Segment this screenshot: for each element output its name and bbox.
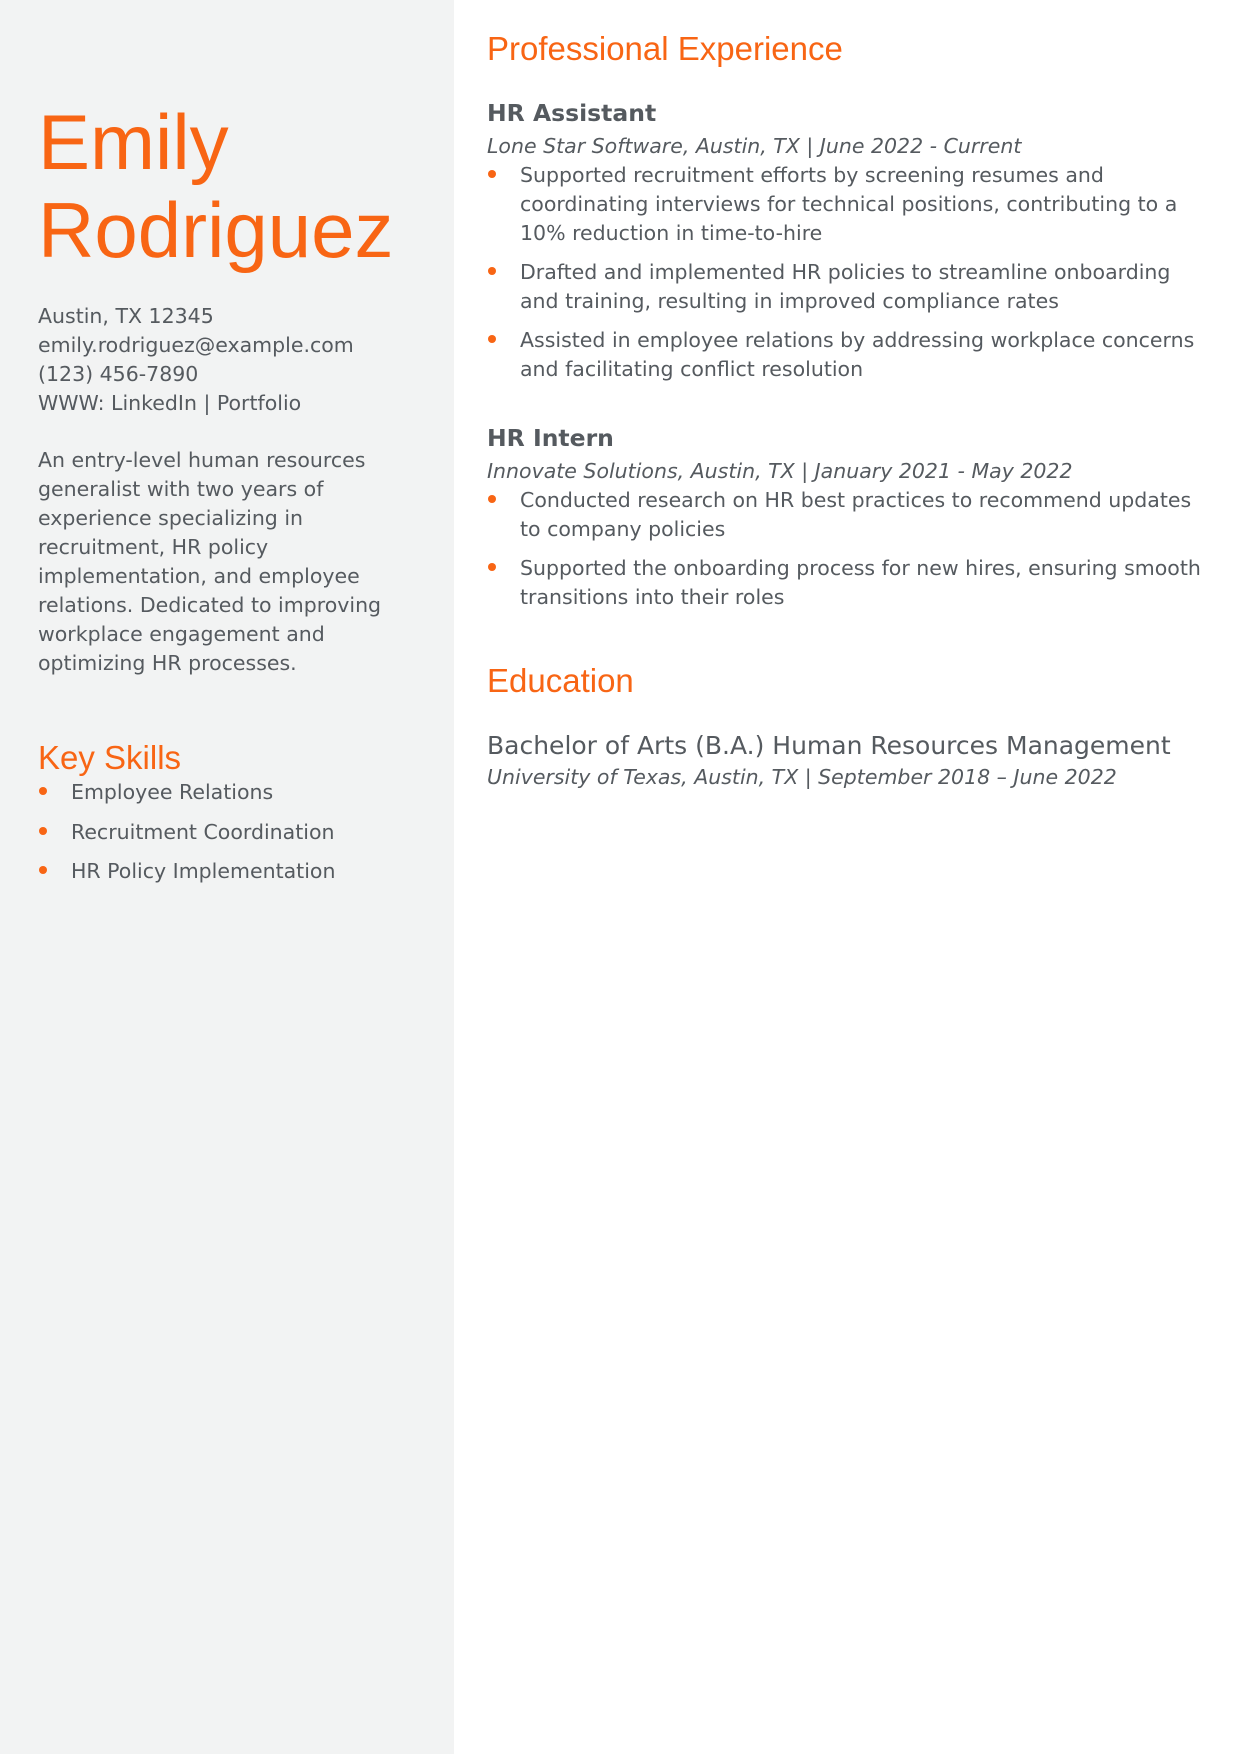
- skills-list: [38, 778, 416, 886]
- duty-text: Conducted research on HR best practices to recommend updates to company policies: [520, 488, 1192, 541]
- bullet-icon: [39, 787, 47, 795]
- contact-email[interactable]: emily.rodriguez@example.com: [38, 333, 354, 357]
- duty-text: Supported recruitment efforts by screening resumes and coordinating interviews for technical positions, contributing to a 10% reduction in time-to-hire: [520, 163, 1178, 245]
- school-meta: University of Texas, Austin, TX | September 2018 – June 2022: [487, 765, 1117, 789]
- contact-location: Austin, TX 12345: [38, 304, 214, 328]
- skill-label: Recruitment Coordination: [71, 819, 335, 844]
- sidebar: [0, 0, 454, 1754]
- duty-text: Drafted and implemented HR policies to streamline onboarding and training, resulting in improved compliance rates: [520, 260, 1171, 313]
- bullet-icon: [488, 563, 496, 571]
- bullet-icon: [39, 866, 47, 874]
- skills-heading: Key Skills: [38, 739, 182, 776]
- bullet-icon: [39, 827, 47, 835]
- experience-heading: Professional Experience: [487, 30, 843, 67]
- job-entry: [487, 98, 1205, 384]
- duty-text: Assisted in employee relations by addressing workplace concerns and facilitating conflict resolution: [520, 328, 1195, 381]
- list-item: [38, 778, 416, 807]
- job-title: HR Assistant: [487, 99, 657, 127]
- candidate-name: [38, 98, 416, 274]
- list-item: [487, 326, 1205, 384]
- duty-text: Supported the onboarding process for new hires, ensuring smooth transitions into their roles: [520, 556, 1201, 609]
- last-name: Rodriguez: [38, 186, 394, 274]
- list-item: [38, 857, 416, 886]
- profile-summary: An entry-level human resources generalist with two years of experience specializing in recruitment, HR policy implementation, and employee relations. Dedicated to improving workplace engagement and optimizing HR processes.: [38, 448, 382, 675]
- list-item: [487, 161, 1205, 248]
- main-content: [454, 0, 1239, 1754]
- list-item: [487, 554, 1205, 612]
- list-item: [38, 818, 416, 847]
- education-heading: Education: [487, 662, 634, 699]
- skill-label: Employee Relations: [71, 780, 274, 804]
- bullet-icon: [488, 267, 496, 275]
- skill-label: HR Policy Implementation: [71, 859, 336, 883]
- first-name: Emily: [38, 98, 229, 186]
- degree-title: Bachelor of Arts (B.A.) Human Resources Management: [487, 731, 1171, 760]
- contact-web-links[interactable]: WWW: LinkedIn | Portfolio: [38, 391, 302, 415]
- job-title: HR Intern: [487, 424, 614, 452]
- contact-phone[interactable]: (123) 456-7890: [38, 362, 199, 386]
- contact-info: [38, 302, 416, 418]
- bullet-icon: [488, 495, 496, 503]
- job-entry: [487, 423, 1205, 612]
- duties-list: [487, 486, 1205, 612]
- job-meta: Lone Star Software, Austin, TX | June 2022 - Current: [487, 134, 1022, 158]
- list-item: [487, 486, 1205, 544]
- bullet-icon: [488, 170, 496, 178]
- duties-list: [487, 161, 1205, 384]
- job-meta: Innovate Solutions, Austin, TX | January 2021 - May 2022: [487, 459, 1073, 483]
- list-item: [487, 258, 1205, 316]
- bullet-icon: [488, 335, 496, 343]
